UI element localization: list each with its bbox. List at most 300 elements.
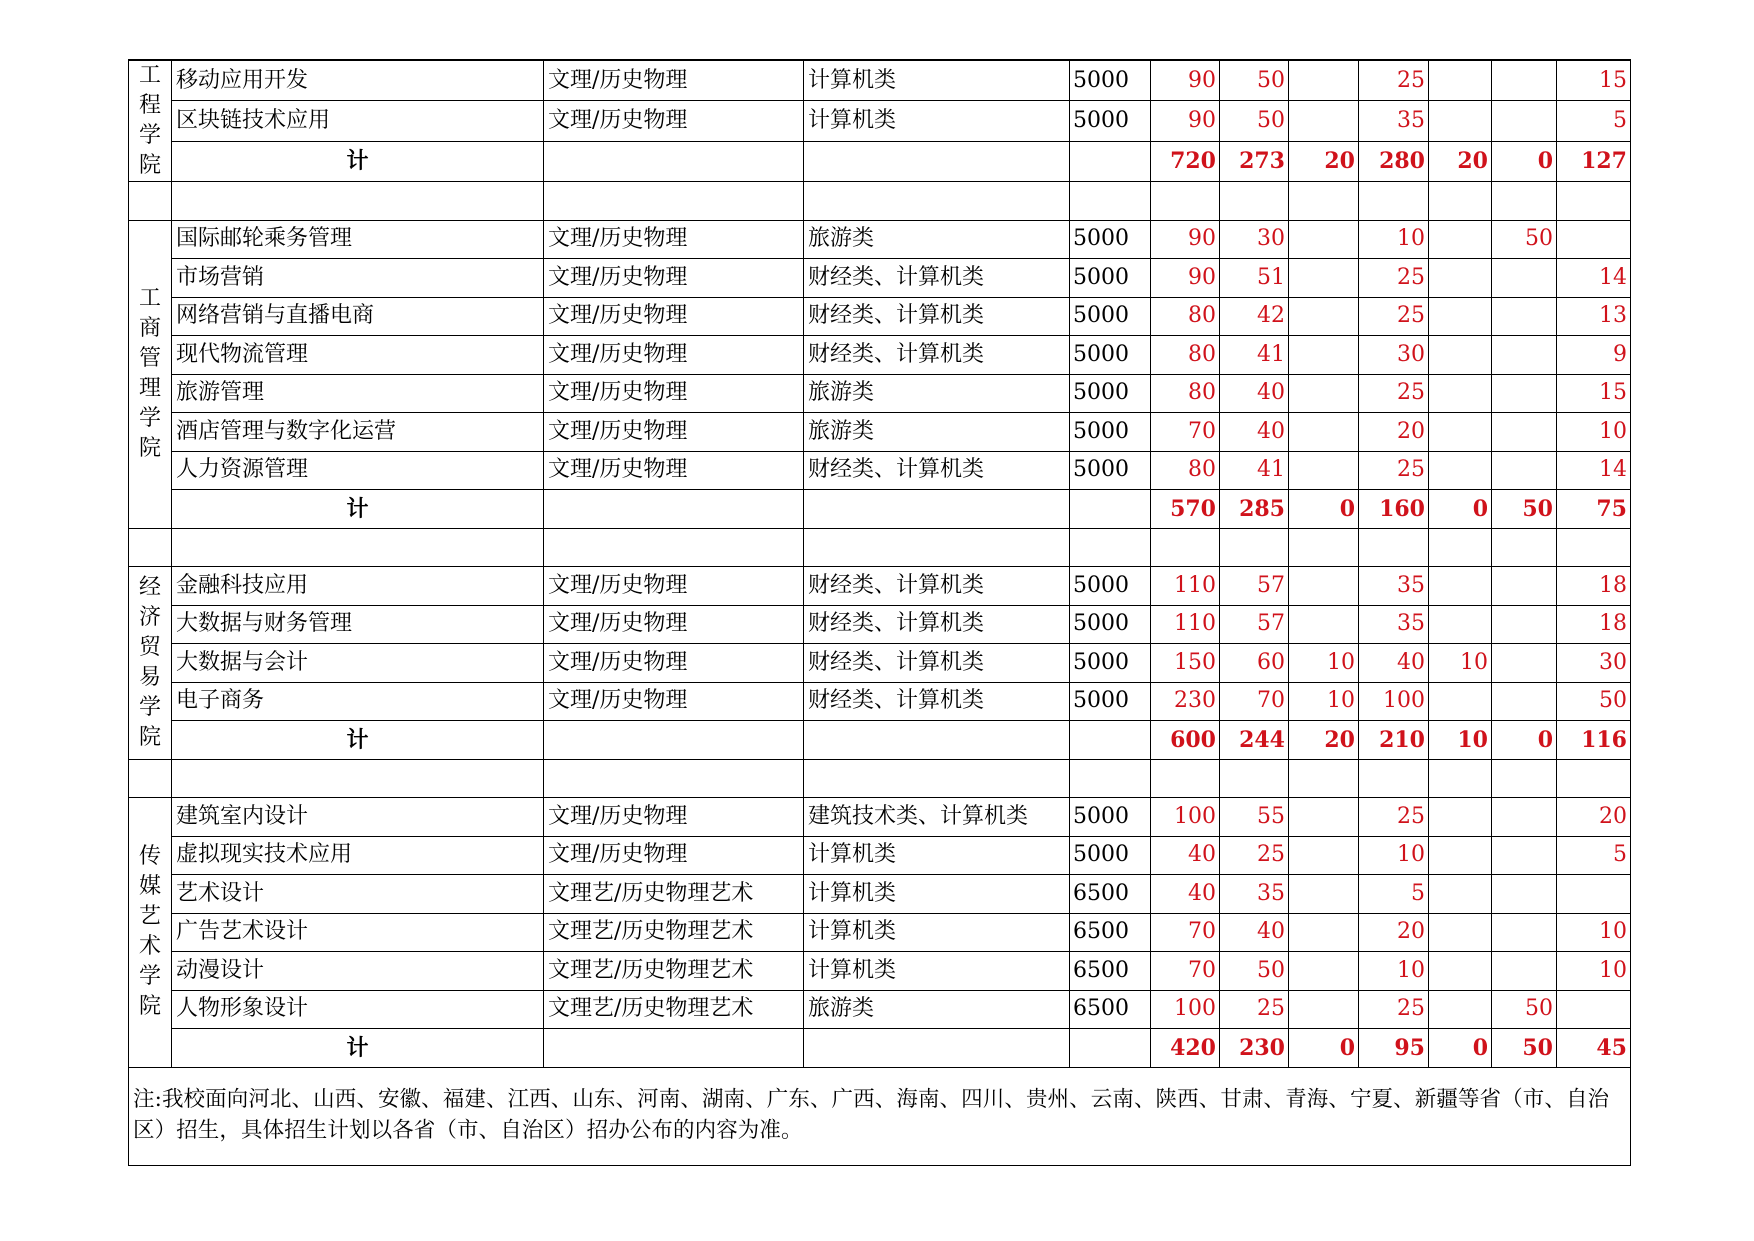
category-cell: 旅游类 [804, 374, 1070, 413]
major-name-cell: 大数据与会计 [172, 644, 544, 683]
plan-number-cell: 10 [1359, 952, 1429, 991]
plan-number-cell [1429, 836, 1492, 875]
plan-number-cell: 110 [1151, 567, 1220, 606]
total-number-cell: 0 [1429, 1029, 1492, 1068]
table-row [129, 101, 1631, 142]
table-row [129, 413, 1631, 452]
plan-number-cell: 70 [1151, 952, 1220, 991]
table-row [129, 644, 1631, 683]
plan-number-cell: 14 [1557, 451, 1631, 490]
total-number-cell: 20 [1429, 141, 1492, 182]
total-number-cell: 160 [1359, 490, 1429, 529]
plan-number-cell: 10 [1289, 682, 1359, 721]
total-number-cell: 0 [1289, 1029, 1359, 1068]
total-label-cell: 计 [172, 490, 544, 529]
plan-number-cell: 30 [1359, 336, 1429, 375]
plan-number-cell: 55 [1220, 798, 1289, 837]
table-row [129, 297, 1631, 336]
empty-cell [1557, 528, 1631, 567]
plan-number-cell: 25 [1220, 990, 1289, 1029]
plan-number-cell [1429, 374, 1492, 413]
empty-cell [172, 182, 544, 221]
subject-cell: 文理/历史物理 [544, 644, 804, 683]
total-number-cell: 116 [1557, 721, 1631, 760]
college-name-cell [129, 567, 172, 760]
subject-cell: 文理/历史物理 [544, 798, 804, 837]
fee-cell: 5000 [1070, 259, 1151, 298]
empty-cell [1289, 182, 1359, 221]
college-name-char: 工 [138, 286, 161, 311]
college-name-char: 院 [138, 153, 161, 178]
plan-number-cell [1289, 220, 1359, 259]
plan-number-cell: 60 [1220, 644, 1289, 683]
subject-cell: 文理/历史物理 [544, 336, 804, 375]
plan-number-cell [1289, 913, 1359, 952]
note-row [129, 1067, 1631, 1165]
plan-number-cell [1429, 875, 1492, 914]
empty-cell [1070, 528, 1151, 567]
plan-number-cell: 80 [1151, 336, 1220, 375]
major-name-cell: 大数据与财务管理 [172, 605, 544, 644]
table-row [129, 913, 1631, 952]
category-cell: 财经类、计算机类 [804, 259, 1070, 298]
subject-cell: 文理/历史物理 [544, 836, 804, 875]
fee-cell: 5000 [1070, 605, 1151, 644]
fee-cell: 5000 [1070, 101, 1151, 142]
plan-number-cell [1429, 952, 1492, 991]
major-name-cell: 艺术设计 [172, 875, 544, 914]
plan-number-cell [1289, 605, 1359, 644]
plan-number-cell: 14 [1557, 259, 1631, 298]
total-number-cell: 0 [1492, 721, 1557, 760]
fee-cell: 5000 [1070, 413, 1151, 452]
total-number-cell: 230 [1220, 1029, 1289, 1068]
subject-cell: 文理/历史物理 [544, 259, 804, 298]
fee-cell: 5000 [1070, 220, 1151, 259]
empty-cell [544, 1029, 804, 1068]
plan-number-cell: 10 [1289, 644, 1359, 683]
category-cell: 计算机类 [804, 875, 1070, 914]
plan-number-cell: 90 [1151, 259, 1220, 298]
college-name-char: 管 [138, 346, 161, 371]
college-name-char: 院 [138, 724, 161, 750]
table-row [129, 682, 1631, 721]
college-name-char: 学 [138, 123, 161, 148]
fee-cell: 5000 [1070, 798, 1151, 837]
category-cell: 旅游类 [804, 990, 1070, 1029]
plan-number-cell: 40 [1359, 644, 1429, 683]
plan-number-cell [1289, 836, 1359, 875]
empty-cell [1492, 759, 1557, 798]
empty-cell [804, 721, 1070, 760]
plan-number-cell: 150 [1151, 644, 1220, 683]
plan-number-cell: 15 [1557, 60, 1631, 101]
plan-number-cell [1429, 567, 1492, 606]
total-number-cell: 210 [1359, 721, 1429, 760]
plan-number-cell [1429, 451, 1492, 490]
plan-number-cell [1492, 875, 1557, 914]
plan-number-cell [1429, 413, 1492, 452]
total-number-cell: 127 [1557, 141, 1631, 182]
plan-number-cell [1492, 374, 1557, 413]
plan-number-cell: 5 [1359, 875, 1429, 914]
subject-cell: 文理/历史物理 [544, 297, 804, 336]
plan-number-cell: 10 [1359, 220, 1429, 259]
college-name-char: 艺 [138, 904, 161, 930]
major-name-cell: 移动应用开发 [172, 60, 544, 101]
empty-cell [1151, 759, 1220, 798]
plan-number-cell: 51 [1220, 259, 1289, 298]
plan-number-cell: 50 [1220, 101, 1289, 142]
empty-cell [172, 528, 544, 567]
plan-number-cell: 10 [1429, 644, 1492, 683]
category-cell: 建筑技术类、计算机类 [804, 798, 1070, 837]
plan-number-cell [1492, 297, 1557, 336]
spacer-row [129, 528, 1631, 567]
plan-number-cell: 35 [1220, 875, 1289, 914]
empty-cell [544, 182, 804, 221]
plan-number-cell [1492, 913, 1557, 952]
major-name-cell: 网络营销与直播电商 [172, 297, 544, 336]
empty-cell [1070, 182, 1151, 221]
category-cell: 财经类、计算机类 [804, 682, 1070, 721]
plan-number-cell [1492, 605, 1557, 644]
total-number-cell: 10 [1429, 721, 1492, 760]
plan-number-cell: 25 [1359, 451, 1429, 490]
plan-number-cell: 20 [1359, 413, 1429, 452]
plan-number-cell: 41 [1220, 336, 1289, 375]
major-name-cell: 虚拟现实技术应用 [172, 836, 544, 875]
empty-cell [804, 528, 1070, 567]
plan-number-cell [1492, 101, 1557, 142]
plan-number-cell: 40 [1220, 374, 1289, 413]
plan-number-cell: 20 [1359, 913, 1429, 952]
plan-number-cell [1289, 567, 1359, 606]
empty-cell [544, 759, 804, 798]
empty-cell [804, 1029, 1070, 1068]
empty-cell [1492, 528, 1557, 567]
category-cell: 财经类、计算机类 [804, 644, 1070, 683]
plan-number-cell [1429, 798, 1492, 837]
total-number-cell: 45 [1557, 1029, 1631, 1068]
major-name-cell: 现代物流管理 [172, 336, 544, 375]
plan-number-cell: 13 [1557, 297, 1631, 336]
major-name-cell: 市场营销 [172, 259, 544, 298]
plan-number-cell: 57 [1220, 567, 1289, 606]
plan-number-cell [1492, 836, 1557, 875]
plan-number-cell: 80 [1151, 297, 1220, 336]
subject-cell: 文理/历史物理 [544, 682, 804, 721]
plan-number-cell: 50 [1492, 990, 1557, 1029]
plan-number-cell [1289, 875, 1359, 914]
category-cell: 财经类、计算机类 [804, 297, 1070, 336]
plan-number-cell: 10 [1359, 836, 1429, 875]
fee-cell: 5000 [1070, 451, 1151, 490]
college-name-char: 媒 [138, 874, 161, 900]
plan-number-cell [1289, 101, 1359, 142]
plan-number-cell [1289, 990, 1359, 1029]
plan-number-cell [1429, 913, 1492, 952]
category-cell: 财经类、计算机类 [804, 567, 1070, 606]
plan-number-cell [1429, 336, 1492, 375]
fee-cell: 5000 [1070, 60, 1151, 101]
plan-number-cell [1492, 336, 1557, 375]
subject-cell: 文理/历史物理 [544, 451, 804, 490]
major-name-cell: 国际邮轮乘务管理 [172, 220, 544, 259]
college-name-char: 贸 [138, 634, 161, 660]
major-name-cell: 动漫设计 [172, 952, 544, 991]
plan-number-cell: 15 [1557, 374, 1631, 413]
college-name-char: 传 [138, 844, 161, 870]
college-name-char: 工 [138, 63, 161, 88]
plan-number-cell [1492, 413, 1557, 452]
table-row [129, 220, 1631, 259]
plan-number-cell: 40 [1220, 913, 1289, 952]
college-name-char: 商 [138, 316, 161, 341]
plan-number-cell: 80 [1151, 451, 1220, 490]
subject-cell: 文理艺/历史物理艺术 [544, 875, 804, 914]
subject-cell: 文理/历史物理 [544, 374, 804, 413]
major-name-cell: 建筑室内设计 [172, 798, 544, 837]
empty-cell [804, 490, 1070, 529]
plan-number-cell [1289, 60, 1359, 101]
plan-number-cell: 90 [1151, 220, 1220, 259]
plan-number-cell: 5 [1557, 101, 1631, 142]
college-name-char: 院 [138, 436, 161, 461]
plan-number-cell [1492, 682, 1557, 721]
plan-number-cell: 90 [1151, 101, 1220, 142]
total-row [129, 721, 1631, 760]
plan-number-cell [1557, 220, 1631, 259]
college-name-char: 学 [138, 694, 161, 720]
total-number-cell: 285 [1220, 490, 1289, 529]
empty-cell [544, 528, 804, 567]
subject-cell: 文理/历史物理 [544, 60, 804, 101]
empty-cell [172, 759, 544, 798]
plan-number-cell: 25 [1359, 297, 1429, 336]
empty-cell [1359, 182, 1429, 221]
plan-number-cell: 30 [1220, 220, 1289, 259]
plan-number-cell [1289, 413, 1359, 452]
empty-cell [1429, 528, 1492, 567]
fee-cell: 5000 [1070, 682, 1151, 721]
total-row [129, 1029, 1631, 1068]
college-name-char: 学 [138, 406, 161, 431]
plan-number-cell: 35 [1359, 101, 1429, 142]
empty-cell [1220, 528, 1289, 567]
plan-number-cell [1289, 798, 1359, 837]
plan-number-cell: 42 [1220, 297, 1289, 336]
plan-number-cell [1492, 952, 1557, 991]
college-name-char: 学 [138, 964, 161, 990]
plan-number-cell: 18 [1557, 567, 1631, 606]
plan-number-cell: 100 [1151, 798, 1220, 837]
empty-cell [1359, 528, 1429, 567]
total-number-cell: 75 [1557, 490, 1631, 529]
fee-cell: 5000 [1070, 644, 1151, 683]
plan-number-cell [1492, 798, 1557, 837]
plan-number-cell [1429, 101, 1492, 142]
empty-cell [544, 490, 804, 529]
total-number-cell: 420 [1151, 1029, 1220, 1068]
category-cell: 计算机类 [804, 913, 1070, 952]
category-cell: 旅游类 [804, 413, 1070, 452]
empty-cell [1070, 759, 1151, 798]
plan-number-cell: 230 [1151, 682, 1220, 721]
plan-number-cell [1289, 259, 1359, 298]
empty-cell [1492, 182, 1557, 221]
empty-cell [1070, 721, 1151, 760]
plan-number-cell: 100 [1359, 682, 1429, 721]
subject-cell: 文理艺/历史物理艺术 [544, 913, 804, 952]
empty-cell [1070, 141, 1151, 182]
category-cell: 计算机类 [804, 101, 1070, 142]
table-row [129, 567, 1631, 606]
major-name-cell: 人力资源管理 [172, 451, 544, 490]
total-number-cell: 273 [1220, 141, 1289, 182]
empty-cell [544, 141, 804, 182]
plan-number-cell [1289, 451, 1359, 490]
total-number-cell: 20 [1289, 721, 1359, 760]
plan-number-cell [1429, 682, 1492, 721]
plan-number-cell [1429, 220, 1492, 259]
college-name-char: 院 [138, 994, 161, 1020]
table-row [129, 798, 1631, 837]
total-label-cell: 计 [172, 721, 544, 760]
subject-cell: 文理/历史物理 [544, 220, 804, 259]
empty-cell [1557, 759, 1631, 798]
plan-number-cell [1289, 374, 1359, 413]
total-number-cell: 95 [1359, 1029, 1429, 1068]
plan-number-cell [1492, 451, 1557, 490]
category-cell: 财经类、计算机类 [804, 605, 1070, 644]
plan-number-cell: 70 [1151, 913, 1220, 952]
table-row [129, 990, 1631, 1029]
empty-cell [1289, 759, 1359, 798]
empty-cell [804, 759, 1070, 798]
plan-number-cell: 50 [1492, 220, 1557, 259]
subject-cell: 文理/历史物理 [544, 413, 804, 452]
plan-number-cell [1429, 297, 1492, 336]
fee-cell: 5000 [1070, 836, 1151, 875]
table-row [129, 451, 1631, 490]
empty-cell [1289, 528, 1359, 567]
total-number-cell: 244 [1220, 721, 1289, 760]
category-cell: 旅游类 [804, 220, 1070, 259]
plan-number-cell: 5 [1557, 836, 1631, 875]
total-label-cell: 计 [172, 141, 544, 182]
total-number-cell: 280 [1359, 141, 1429, 182]
plan-number-cell: 10 [1557, 952, 1631, 991]
empty-cell [129, 528, 172, 567]
plan-number-cell: 41 [1220, 451, 1289, 490]
plan-number-cell: 30 [1557, 644, 1631, 683]
total-number-cell: 600 [1151, 721, 1220, 760]
fee-cell: 6500 [1070, 990, 1151, 1029]
fee-cell: 5000 [1070, 297, 1151, 336]
fee-cell: 5000 [1070, 374, 1151, 413]
empty-cell [804, 182, 1070, 221]
plan-number-cell [1429, 990, 1492, 1029]
college-name-char: 术 [138, 934, 161, 960]
table-body [129, 60, 1631, 1165]
table-row [129, 60, 1631, 101]
total-number-cell: 570 [1151, 490, 1220, 529]
total-label-cell: 计 [172, 1029, 544, 1068]
empty-cell [1070, 490, 1151, 529]
major-name-cell: 广告艺术设计 [172, 913, 544, 952]
footnote: 注:我校面向河北、山西、安徽、福建、江西、山东、河南、湖南、广东、广西、海南、四川、贵州、云南、陕西、甘肃、青海、宁夏、新疆等省（市、自治区）招生，具体招生计划以各省（市、自治区）招办公布的内容为准。 [129, 1067, 1631, 1165]
college-name-char: 经 [138, 574, 161, 600]
plan-number-cell: 70 [1220, 682, 1289, 721]
plan-number-cell: 9 [1557, 336, 1631, 375]
college-name-char: 易 [138, 664, 161, 690]
spacer-row [129, 759, 1631, 798]
category-cell: 财经类、计算机类 [804, 451, 1070, 490]
major-name-cell: 区块链技术应用 [172, 101, 544, 142]
empty-cell [1151, 182, 1220, 221]
plan-number-cell: 10 [1557, 413, 1631, 452]
fee-cell: 5000 [1070, 567, 1151, 606]
plan-number-cell: 100 [1151, 990, 1220, 1029]
subject-cell: 文理艺/历史物理艺术 [544, 952, 804, 991]
plan-number-cell: 25 [1359, 60, 1429, 101]
total-row [129, 141, 1631, 182]
plan-number-cell [1557, 875, 1631, 914]
college-name-char: 程 [138, 93, 161, 118]
category-cell: 计算机类 [804, 952, 1070, 991]
empty-cell [129, 759, 172, 798]
plan-number-cell [1557, 990, 1631, 1029]
subject-cell: 文理/历史物理 [544, 101, 804, 142]
major-name-cell: 酒店管理与数字化运营 [172, 413, 544, 452]
empty-cell [1359, 759, 1429, 798]
empty-cell [1429, 182, 1492, 221]
plan-number-cell: 25 [1359, 990, 1429, 1029]
plan-number-cell: 25 [1359, 259, 1429, 298]
table-row [129, 952, 1631, 991]
plan-number-cell: 25 [1359, 798, 1429, 837]
plan-number-cell: 70 [1151, 413, 1220, 452]
plan-number-cell [1492, 259, 1557, 298]
fee-cell: 5000 [1070, 336, 1151, 375]
category-cell: 财经类、计算机类 [804, 336, 1070, 375]
table-row [129, 605, 1631, 644]
subject-cell: 文理/历史物理 [544, 567, 804, 606]
empty-cell [1220, 759, 1289, 798]
plan-number-cell: 57 [1220, 605, 1289, 644]
table-row [129, 336, 1631, 375]
plan-number-cell [1429, 259, 1492, 298]
college-name-char: 济 [138, 604, 161, 630]
plan-number-cell: 110 [1151, 605, 1220, 644]
college-name-cell [129, 798, 172, 1068]
fee-cell: 6500 [1070, 875, 1151, 914]
table-row [129, 374, 1631, 413]
empty-cell [1070, 1029, 1151, 1068]
plan-number-cell [1289, 297, 1359, 336]
plan-number-cell: 50 [1220, 60, 1289, 101]
table-row [129, 875, 1631, 914]
plan-number-cell: 35 [1359, 567, 1429, 606]
plan-number-cell: 20 [1557, 798, 1631, 837]
major-name-cell: 人物形象设计 [172, 990, 544, 1029]
major-name-cell: 电子商务 [172, 682, 544, 721]
major-name-cell: 旅游管理 [172, 374, 544, 413]
total-number-cell: 0 [1289, 490, 1359, 529]
plan-number-cell: 18 [1557, 605, 1631, 644]
total-row [129, 490, 1631, 529]
